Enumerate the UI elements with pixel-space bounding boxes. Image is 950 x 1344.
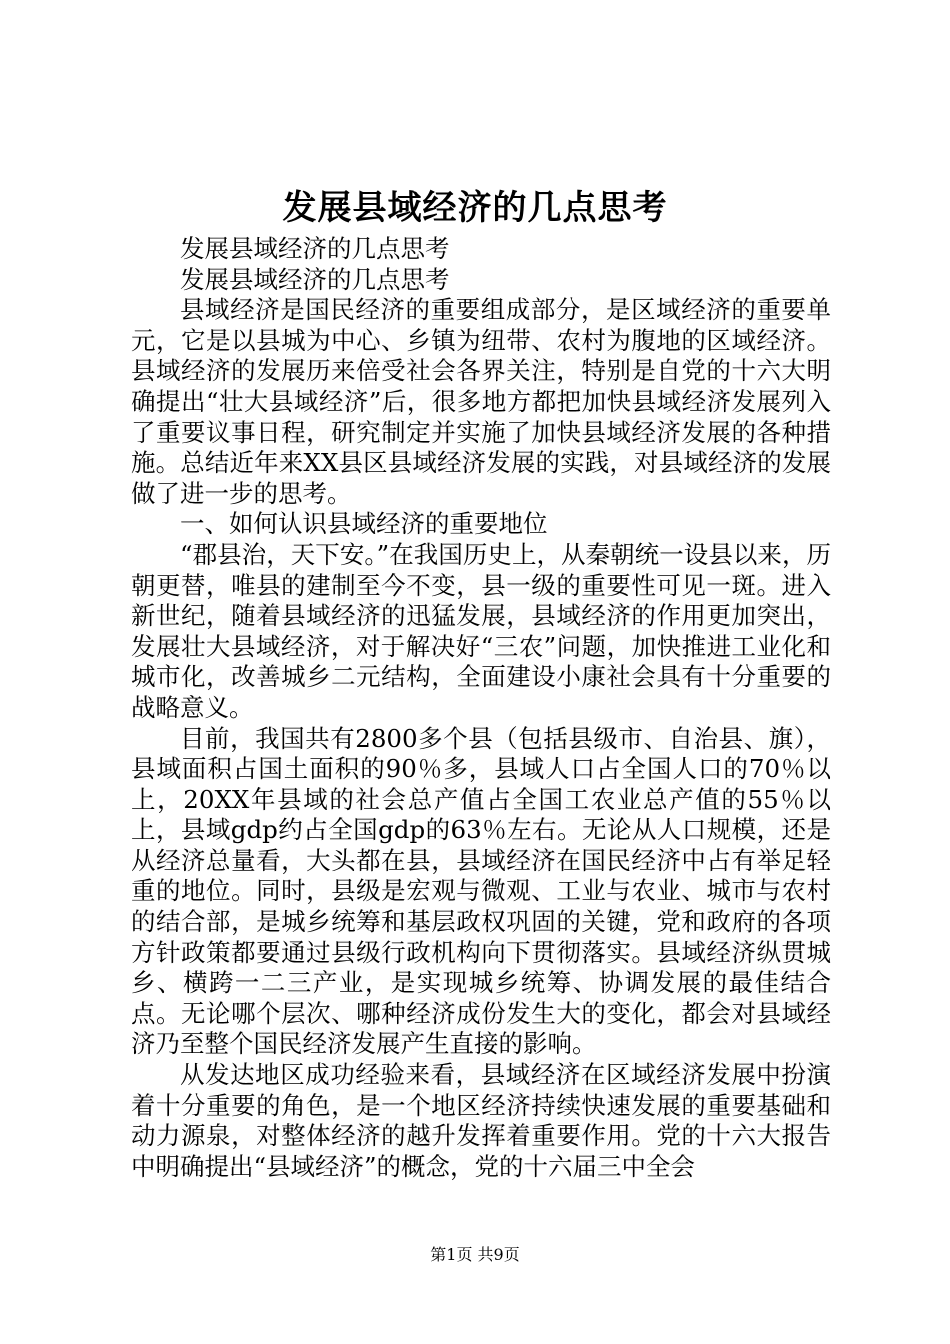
section-heading-1: 一、如何认识县域经济的重要地位 [180,509,548,539]
paragraph-statistics: 目前，我国共有2800多个县（包括县级市、自治县、旗），县域面积占国土面积的90％多，县域人口占全国人口的70％以上，20XX年县域的社会总产值占全国工农业总产值的55％以上，县域gdp约占全国gdp的63％左右。无论从人口规模，还是从经济总量看，大头都在县，县域经济在国民经济中占有举足轻重的地位。同时，县级是宏观与微观、工业与农业、城市与农村的结合部，是城乡统筹和基层政权巩固的关键，党和政府的各项方针政策都要通过县级行政机构向下贯彻落实。县域经济纵贯城乡、横跨一二三产业，是实现城乡统筹、协调发展的最佳结合点。无论哪个层次、哪种经济成份发生大的变化，都会对县域经济乃至整个国民经济发展产生直接的影响。 [131,723,831,1059]
paragraph-experience: 从发达地区成功经验来看，县域经济在区域经济发展中扮演着十分重要的角色，是一个地区经济持续快速发展的重要基础和动力源泉，对整体经济的越升发挥着重要作用。党的十六大报告中明确提出“县域经济”的概念，党的十六届三中全会 [131,1060,831,1181]
paragraph-subtitle-2: 发展县域经济的几点思考 [180,264,450,294]
document-body [131,234,831,1182]
paragraph-intro: 县域经济是国民经济的重要组成部分，是区域经济的重要单元，它是以县城为中心、乡镇为纽带、农村为腹地的区域经济。县域经济的发展历来倍受社会各界关注，特别是自党的十六大明确提出“壮大县域经济”后，很多地方都把加快县域经济发展列入了重要议事日程，研究制定并实施了加快县域经济发展的各种措施。总结近年来XX县区县域经济发展的实践，对县域经济的发展做了进一步的思考。 [131,295,831,508]
paragraph-history: “郡县治，天下安。”在我国历史上，从秦朝统一设县以来，历朝更替，唯县的建制至今不变，县一级的重要性可见一斑。进入新世纪，随着县域经济的迅猛发展，县域经济的作用更加突出，发展壮大县域经济，对于解决好“三农”问题，加快推进工业化和城市化，改善城乡二元结构，全面建设小康社会具有十分重要的战略意义。 [131,539,831,722]
page-footer: 第1页 共9页 [430,1245,520,1264]
document-title: 发展县域经济的几点思考 [282,188,668,228]
paragraph-subtitle-1: 发展县域经济的几点思考 [180,234,450,263]
